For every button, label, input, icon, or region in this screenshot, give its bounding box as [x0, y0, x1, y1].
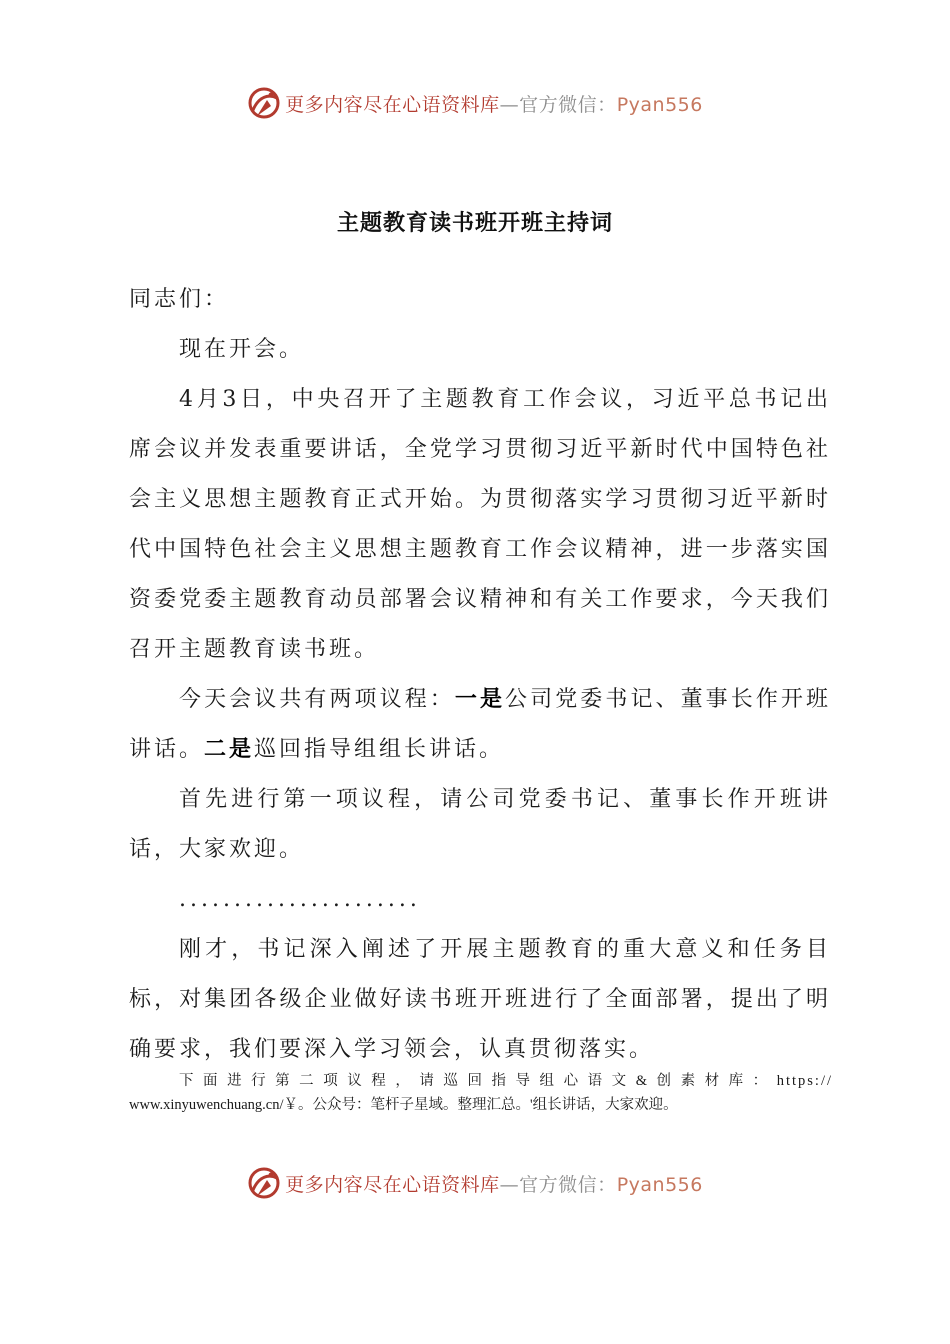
- first-item-paragraph: 首先进行第一项议程，请公司党委书记、董事长作开班讲话，大家欢迎。: [129, 787, 831, 862]
- agenda-item2-label: 二是: [204, 737, 255, 762]
- document-body: [129, 275, 831, 1075]
- agenda-item2-text: 巡回指导组组长讲话。: [254, 737, 505, 762]
- footer-watermark-banner: [0, 1163, 950, 1203]
- banner-dash: —: [499, 1173, 520, 1196]
- banner-brand: 更多内容尽在心语资料库: [285, 1173, 500, 1196]
- banner-wechat-id: Pyan556: [616, 93, 703, 116]
- footnote-paragraph: [129, 1069, 833, 1117]
- brand-logo-icon: [247, 1166, 281, 1200]
- banner-wechat-label: 官方微信：: [519, 1173, 617, 1196]
- footnote-line-2: www.xinyuwenchuang.cn/￥。公众号：笔杆子星域。整理汇总。'组长讲话，大家欢迎。: [129, 1097, 678, 1113]
- banner-text: [285, 90, 703, 117]
- footnote-line-1: 下面进行第二项议程，请巡回指导组心语文&创素材库：https://: [179, 1073, 833, 1089]
- agenda-item1-text: 公司党委书记、董事长作开班讲话。: [129, 687, 831, 762]
- document-title: 主题教育读书班开班主持词: [336, 211, 613, 236]
- header-watermark-banner: [0, 83, 950, 123]
- banner-wechat-label: 官方微信：: [519, 93, 617, 116]
- summary-paragraph: 刚才，书记深入阐述了开展主题教育的重大意义和任务目标，对集团各级企业做好读书班开班进行了全面部署，提出了明确要求，我们要深入学习领会，认真贯彻落实。: [129, 937, 831, 1062]
- banner-brand: 更多内容尽在心语资料库: [285, 93, 500, 116]
- banner-wechat-id: Pyan556: [616, 1173, 703, 1196]
- agenda-item1-label: 一是: [454, 687, 506, 712]
- opening-line: 现在开会。: [179, 337, 305, 362]
- intro-paragraph: 4月3日，中央召开了主题教育工作会议，习近平总书记出席会议并发表重要讲话，全党学习贯彻习近平新时代中国特色社会主义思想主题教育正式开始。为贯彻落实学习贯彻习近平新时代中国特色社会主义思想主题教育工作会议精神，进一步落实国资委党委主题教育动员部署会议精神和有关工作要求，今天我们召开主题教育读书班。: [129, 387, 831, 662]
- ellipsis-dots: ......................: [179, 887, 421, 912]
- agenda-paragraph: [129, 675, 831, 775]
- brand-logo-icon: [247, 86, 281, 120]
- agenda-lead: 今天会议共有两项议程：: [179, 687, 455, 712]
- salutation: 同志们：: [129, 287, 230, 312]
- banner-text: [285, 1170, 703, 1197]
- banner-dash: —: [499, 93, 520, 116]
